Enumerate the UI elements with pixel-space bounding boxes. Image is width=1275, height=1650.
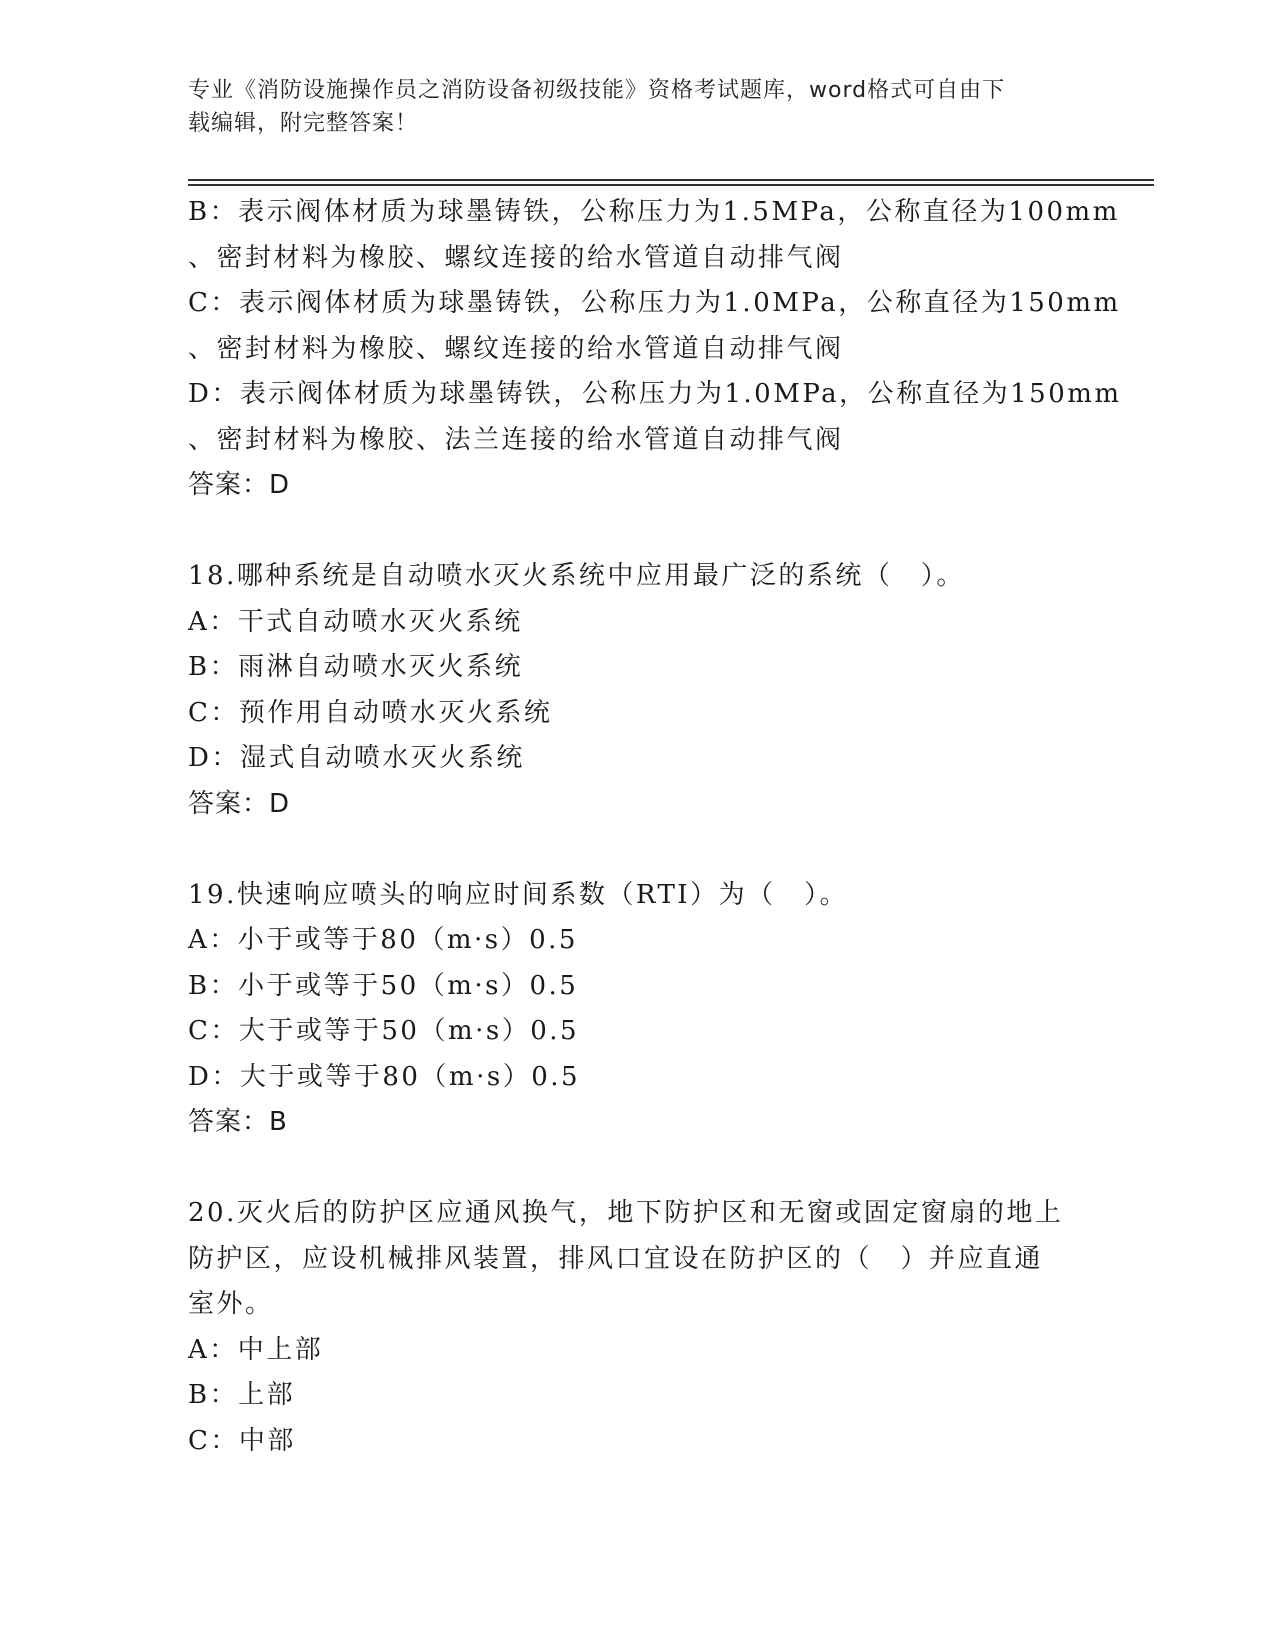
answer-18: 答案：D <box>188 788 291 819</box>
option-c-line-1: C：表示阀体材质为球墨铸铁，公称压力为1.0MPa，公称直径为150mm <box>188 288 1121 318</box>
option-d: D：湿式自动喷水灭火系统 <box>188 743 525 773</box>
option-b-line-1: B：表示阀体材质为球墨铸铁，公称压力为1.5MPa，公称直径为100mm <box>188 197 1120 227</box>
option-a: A：中上部 <box>188 1334 324 1365</box>
header-divider-top <box>188 179 1154 181</box>
option-d: D：大于或等于80（m·s）0.5 <box>188 1061 581 1092</box>
spacer <box>188 509 1088 555</box>
option-a: A：小于或等于80（m·s）0.5 <box>188 925 578 955</box>
option-b: B：小于或等于50（m·s）0.5 <box>188 970 579 1001</box>
document-header <box>188 74 1088 140</box>
question-20-text-line-2: 防护区，应设机械排风装置，排风口宜设在防护区的（ ）并应直通 <box>188 1243 1044 1274</box>
question-18 <box>188 554 1088 827</box>
option-a: A：干式自动喷水灭火系统 <box>188 606 523 637</box>
option-c: C：预作用自动喷水灭火系统 <box>188 697 553 728</box>
header-line-2: 载编辑，附完整答案！ <box>188 111 419 136</box>
option-d-line-2: 、密封材料为橡胶、法兰连接的给水管道自动排气阀 <box>188 424 844 455</box>
header-line-1: 专业《消防设施操作员之消防设备初级技能》资格考试题库，word格式可自由下 <box>188 78 1006 103</box>
option-b-line-2: 、密封材料为橡胶、螺纹连接的给水管道自动排气阀 <box>188 242 844 273</box>
question-19 <box>188 873 1088 1146</box>
question-20-text-line-1: 20.灭火后的防护区应通风换气，地下防护区和无窗或固定窗扇的地上 <box>188 1198 1064 1228</box>
option-b: B：雨淋自动喷水灭火系统 <box>188 652 524 682</box>
spacer <box>188 1146 1088 1192</box>
question-20 <box>188 1191 1088 1464</box>
answer-17: 答案：D <box>188 470 291 500</box>
option-c-line-2: 、密封材料为橡胶、螺纹连接的给水管道自动排气阀 <box>188 333 844 364</box>
question-20-text-line-3: 室外。 <box>188 1289 274 1319</box>
question-17 <box>188 190 1122 509</box>
option-c: C：大于或等于50（m·s）0.5 <box>188 1016 580 1046</box>
answer-19: 答案：B <box>188 1107 288 1137</box>
question-19-text: 19.快速响应喷头的响应时间系数（RTI）为（ ）。 <box>188 879 849 910</box>
option-b: B：上部 <box>188 1380 296 1410</box>
question-content <box>188 190 1122 1464</box>
option-d-line-1: D：表示阀体材质为球墨铸铁，公称压力为1.0MPa，公称直径为150mm <box>188 379 1122 409</box>
header-divider-bottom <box>188 184 1154 186</box>
question-18-text: 18.哪种系统是自动喷水灭火系统中应用最广泛的系统（ ）。 <box>188 561 965 591</box>
spacer <box>188 827 1088 873</box>
option-c: C：中部 <box>188 1425 296 1456</box>
